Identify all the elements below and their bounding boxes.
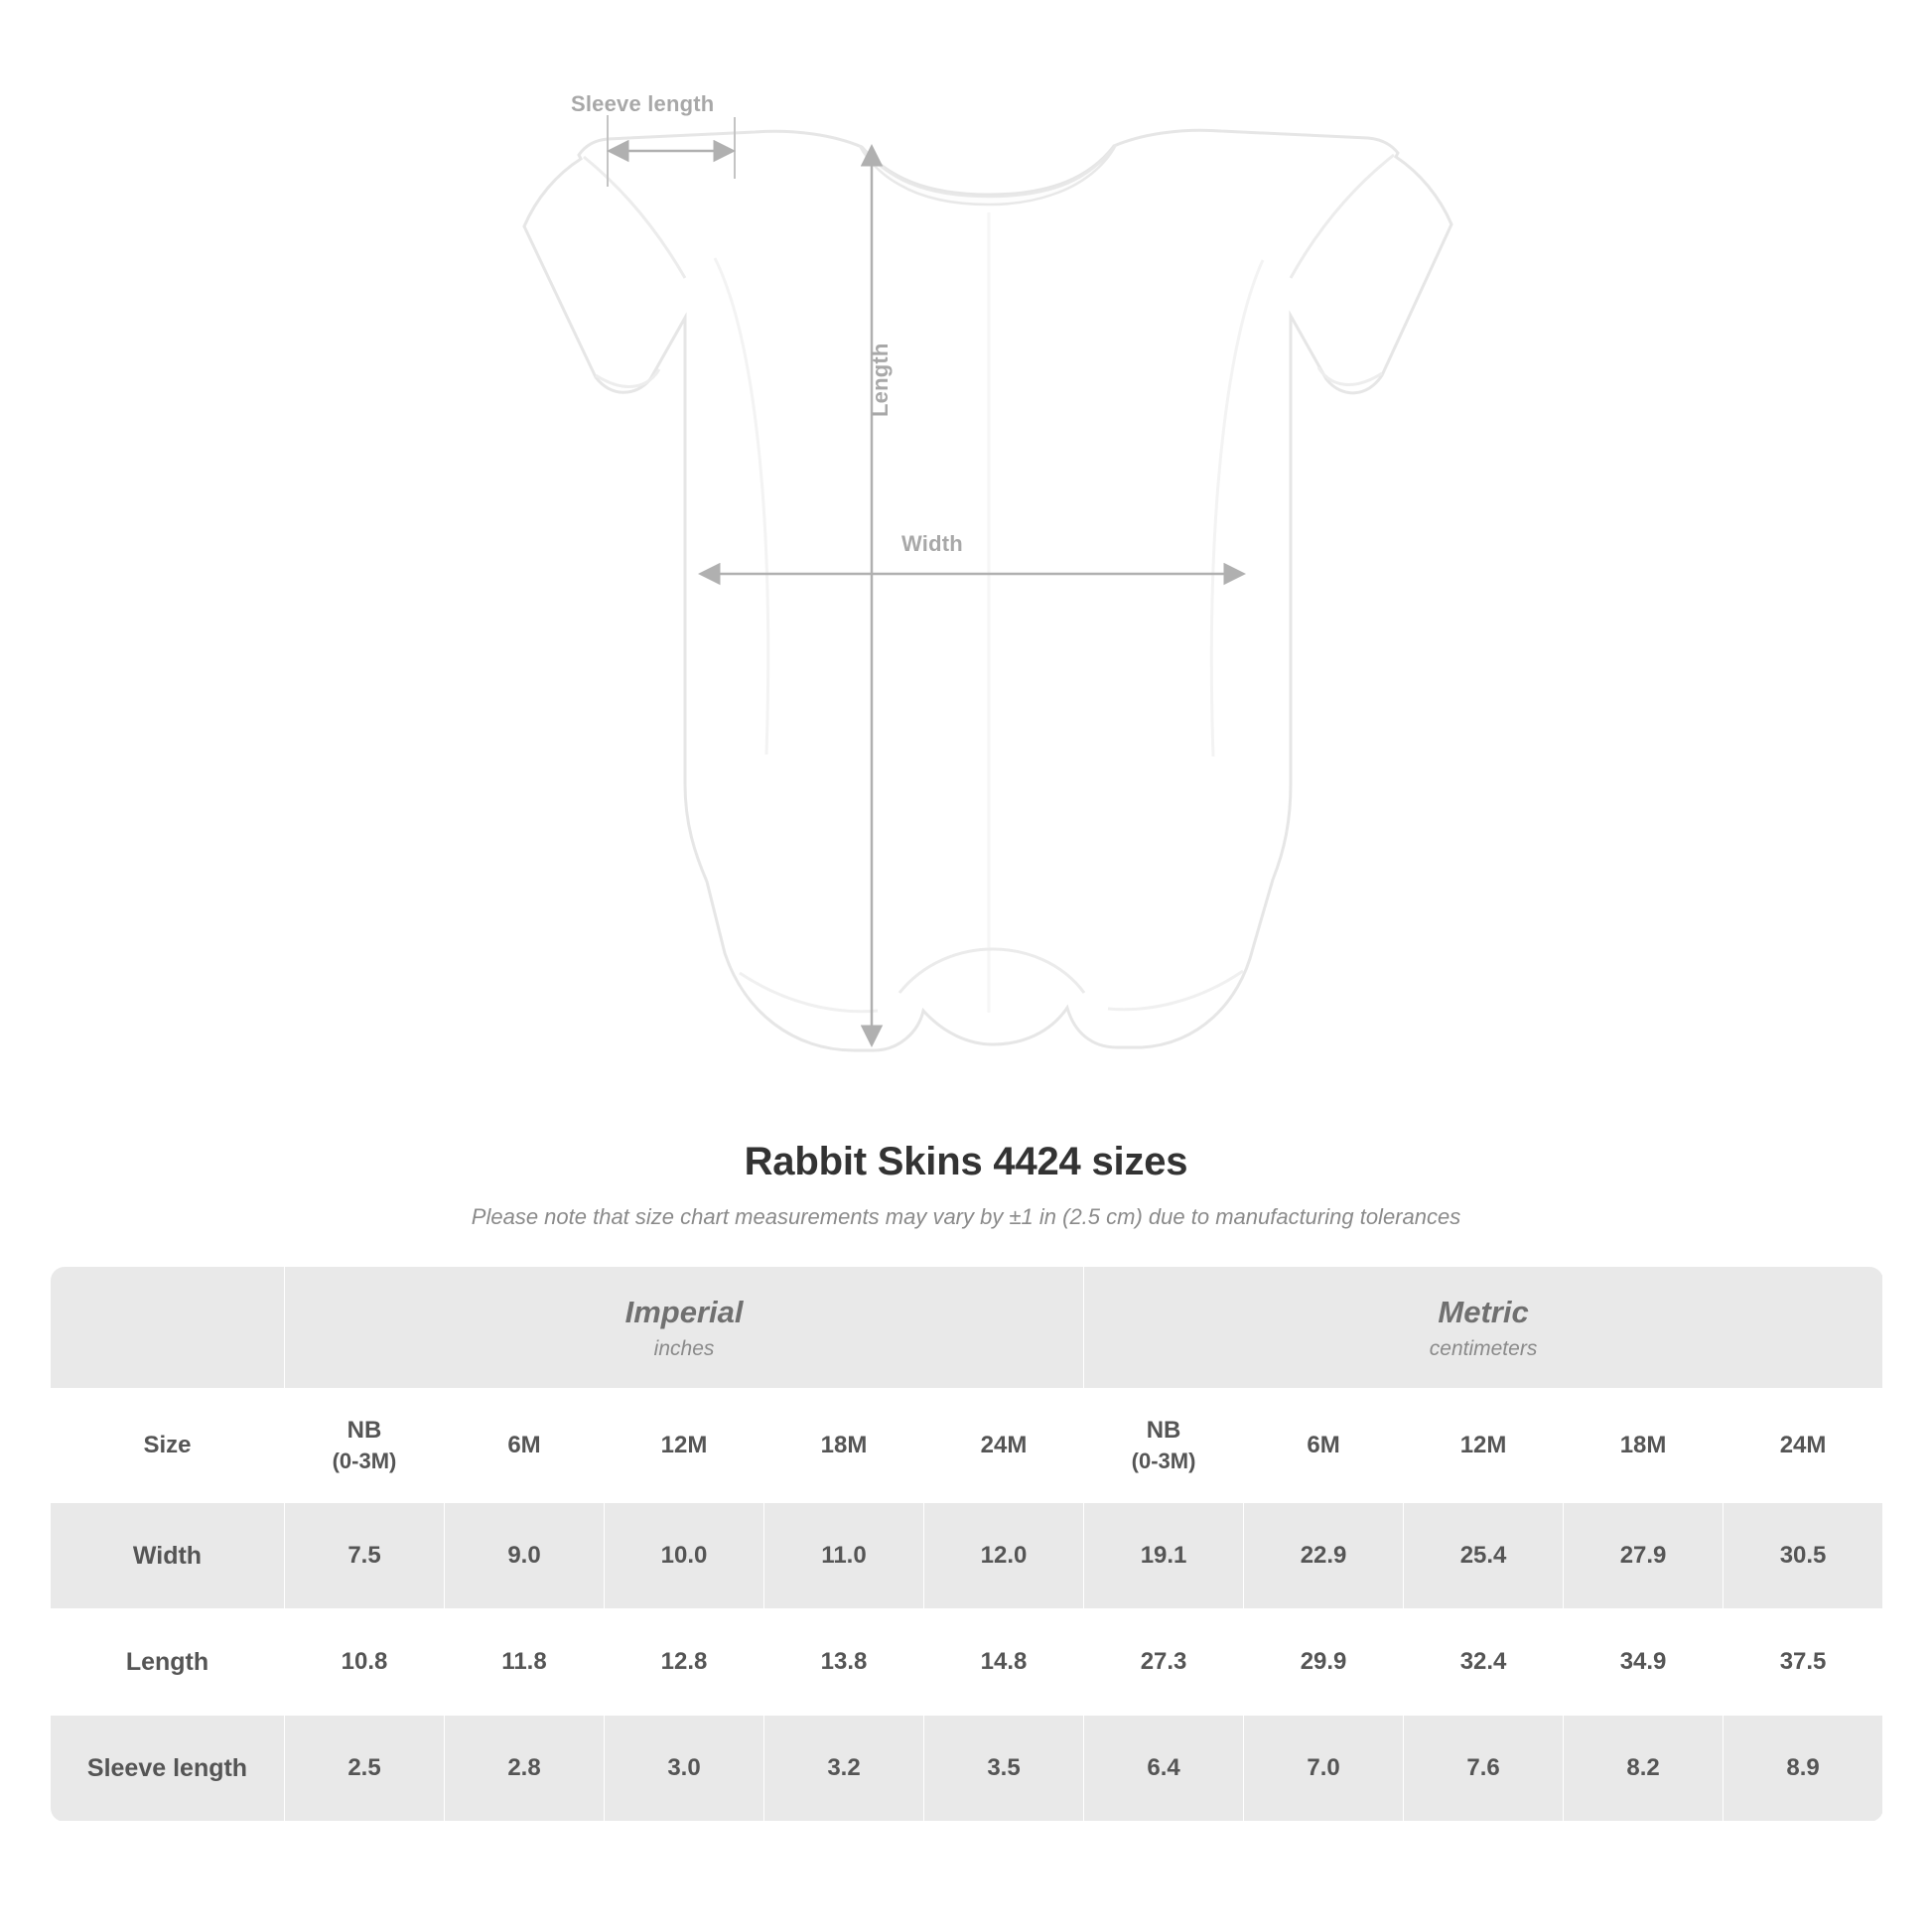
size-label: 18M [820,1431,868,1458]
unit-group-metric [1084,1267,1883,1389]
size-header-cell [764,1389,924,1503]
table-cell: 8.9 [1724,1716,1883,1822]
table-cell: 13.8 [764,1609,924,1716]
row-label: Sleeve length [51,1716,285,1822]
size-header-cell [1404,1389,1564,1503]
unit-group-metric-name: Metric [1438,1294,1529,1329]
table-cell: 7.5 [285,1503,445,1609]
row-label: Width [51,1503,285,1609]
table-cell: 22.9 [1244,1503,1404,1609]
length-label: Length [868,343,893,417]
size-table-wrapper [50,1266,1882,1822]
table-cell: 25.4 [1404,1503,1564,1609]
table-cell: 7.6 [1404,1716,1564,1822]
unit-group-imperial [285,1267,1084,1389]
table-cell: 3.5 [924,1716,1084,1822]
size-header-cell [285,1389,445,1503]
table-cell: 32.4 [1404,1609,1564,1716]
page-title: Rabbit Skins 4424 sizes [744,1140,1188,1183]
size-header-cell [605,1389,764,1503]
table-cell: 3.2 [764,1716,924,1822]
size-header-cell [1564,1389,1724,1503]
table-cell: 3.0 [605,1716,764,1822]
size-age: (0-3M) [1131,1449,1196,1474]
table-cell: 19.1 [1084,1503,1244,1609]
unit-group-imperial-name: Imperial [624,1294,744,1329]
table-row [51,1716,1883,1822]
size-header-cell [924,1389,1084,1503]
size-label: 6M [1307,1431,1340,1458]
tolerance-note: Please note that size chart measurements may vary by ±1 in (2.5 cm) due to manufacturing tolerances [471,1204,1461,1229]
size-header-row [51,1389,1883,1503]
unit-group-imperial-sub: inches [653,1337,715,1361]
table-cell: 9.0 [445,1503,605,1609]
size-header-cell [1724,1389,1883,1503]
table-cell: 30.5 [1724,1503,1883,1609]
table-cell: 12.8 [605,1609,764,1716]
table-cell: 27.9 [1564,1503,1724,1609]
size-header-cell [445,1389,605,1503]
table-cell: 12.0 [924,1503,1084,1609]
table-cell: 11.8 [445,1609,605,1716]
bodysuit-shape [524,130,1451,1050]
table-row [51,1609,1883,1716]
table-cell: 37.5 [1724,1609,1883,1716]
unit-group-metric-sub: centimeters [1429,1337,1538,1361]
table-cell: 6.4 [1084,1716,1244,1822]
sleeve-length-label: Sleeve length [571,91,715,116]
header-block [0,1140,1932,1230]
table-cell: 7.0 [1244,1716,1404,1822]
size-label: 12M [1459,1431,1507,1458]
table-cell: 14.8 [924,1609,1084,1716]
table-cell: 10.0 [605,1503,764,1609]
size-label: 24M [1779,1431,1827,1458]
size-label: 6M [507,1431,541,1458]
size-label: 18M [1619,1431,1667,1458]
size-table [50,1266,1883,1822]
width-label: Width [901,531,963,556]
table-corner-cell [51,1267,285,1389]
table-cell: 11.0 [764,1503,924,1609]
size-header-cell [1244,1389,1404,1503]
size-header-cell [1084,1389,1244,1503]
table-cell: 34.9 [1564,1609,1724,1716]
table-row [51,1503,1883,1609]
size-label: 12M [660,1431,708,1458]
size-header-label: Size [51,1389,285,1503]
table-cell: 2.8 [445,1716,605,1822]
size-label: 24M [980,1431,1028,1458]
unit-header-row [51,1267,1883,1389]
table-cell: 2.5 [285,1716,445,1822]
size-age: (0-3M) [332,1449,397,1474]
table-cell: 8.2 [1564,1716,1724,1822]
size-label: NB [1146,1416,1181,1444]
table-cell: 29.9 [1244,1609,1404,1716]
size-label: NB [346,1416,382,1444]
table-cell: 10.8 [285,1609,445,1716]
table-cell: 27.3 [1084,1609,1244,1716]
row-label: Length [51,1609,285,1716]
